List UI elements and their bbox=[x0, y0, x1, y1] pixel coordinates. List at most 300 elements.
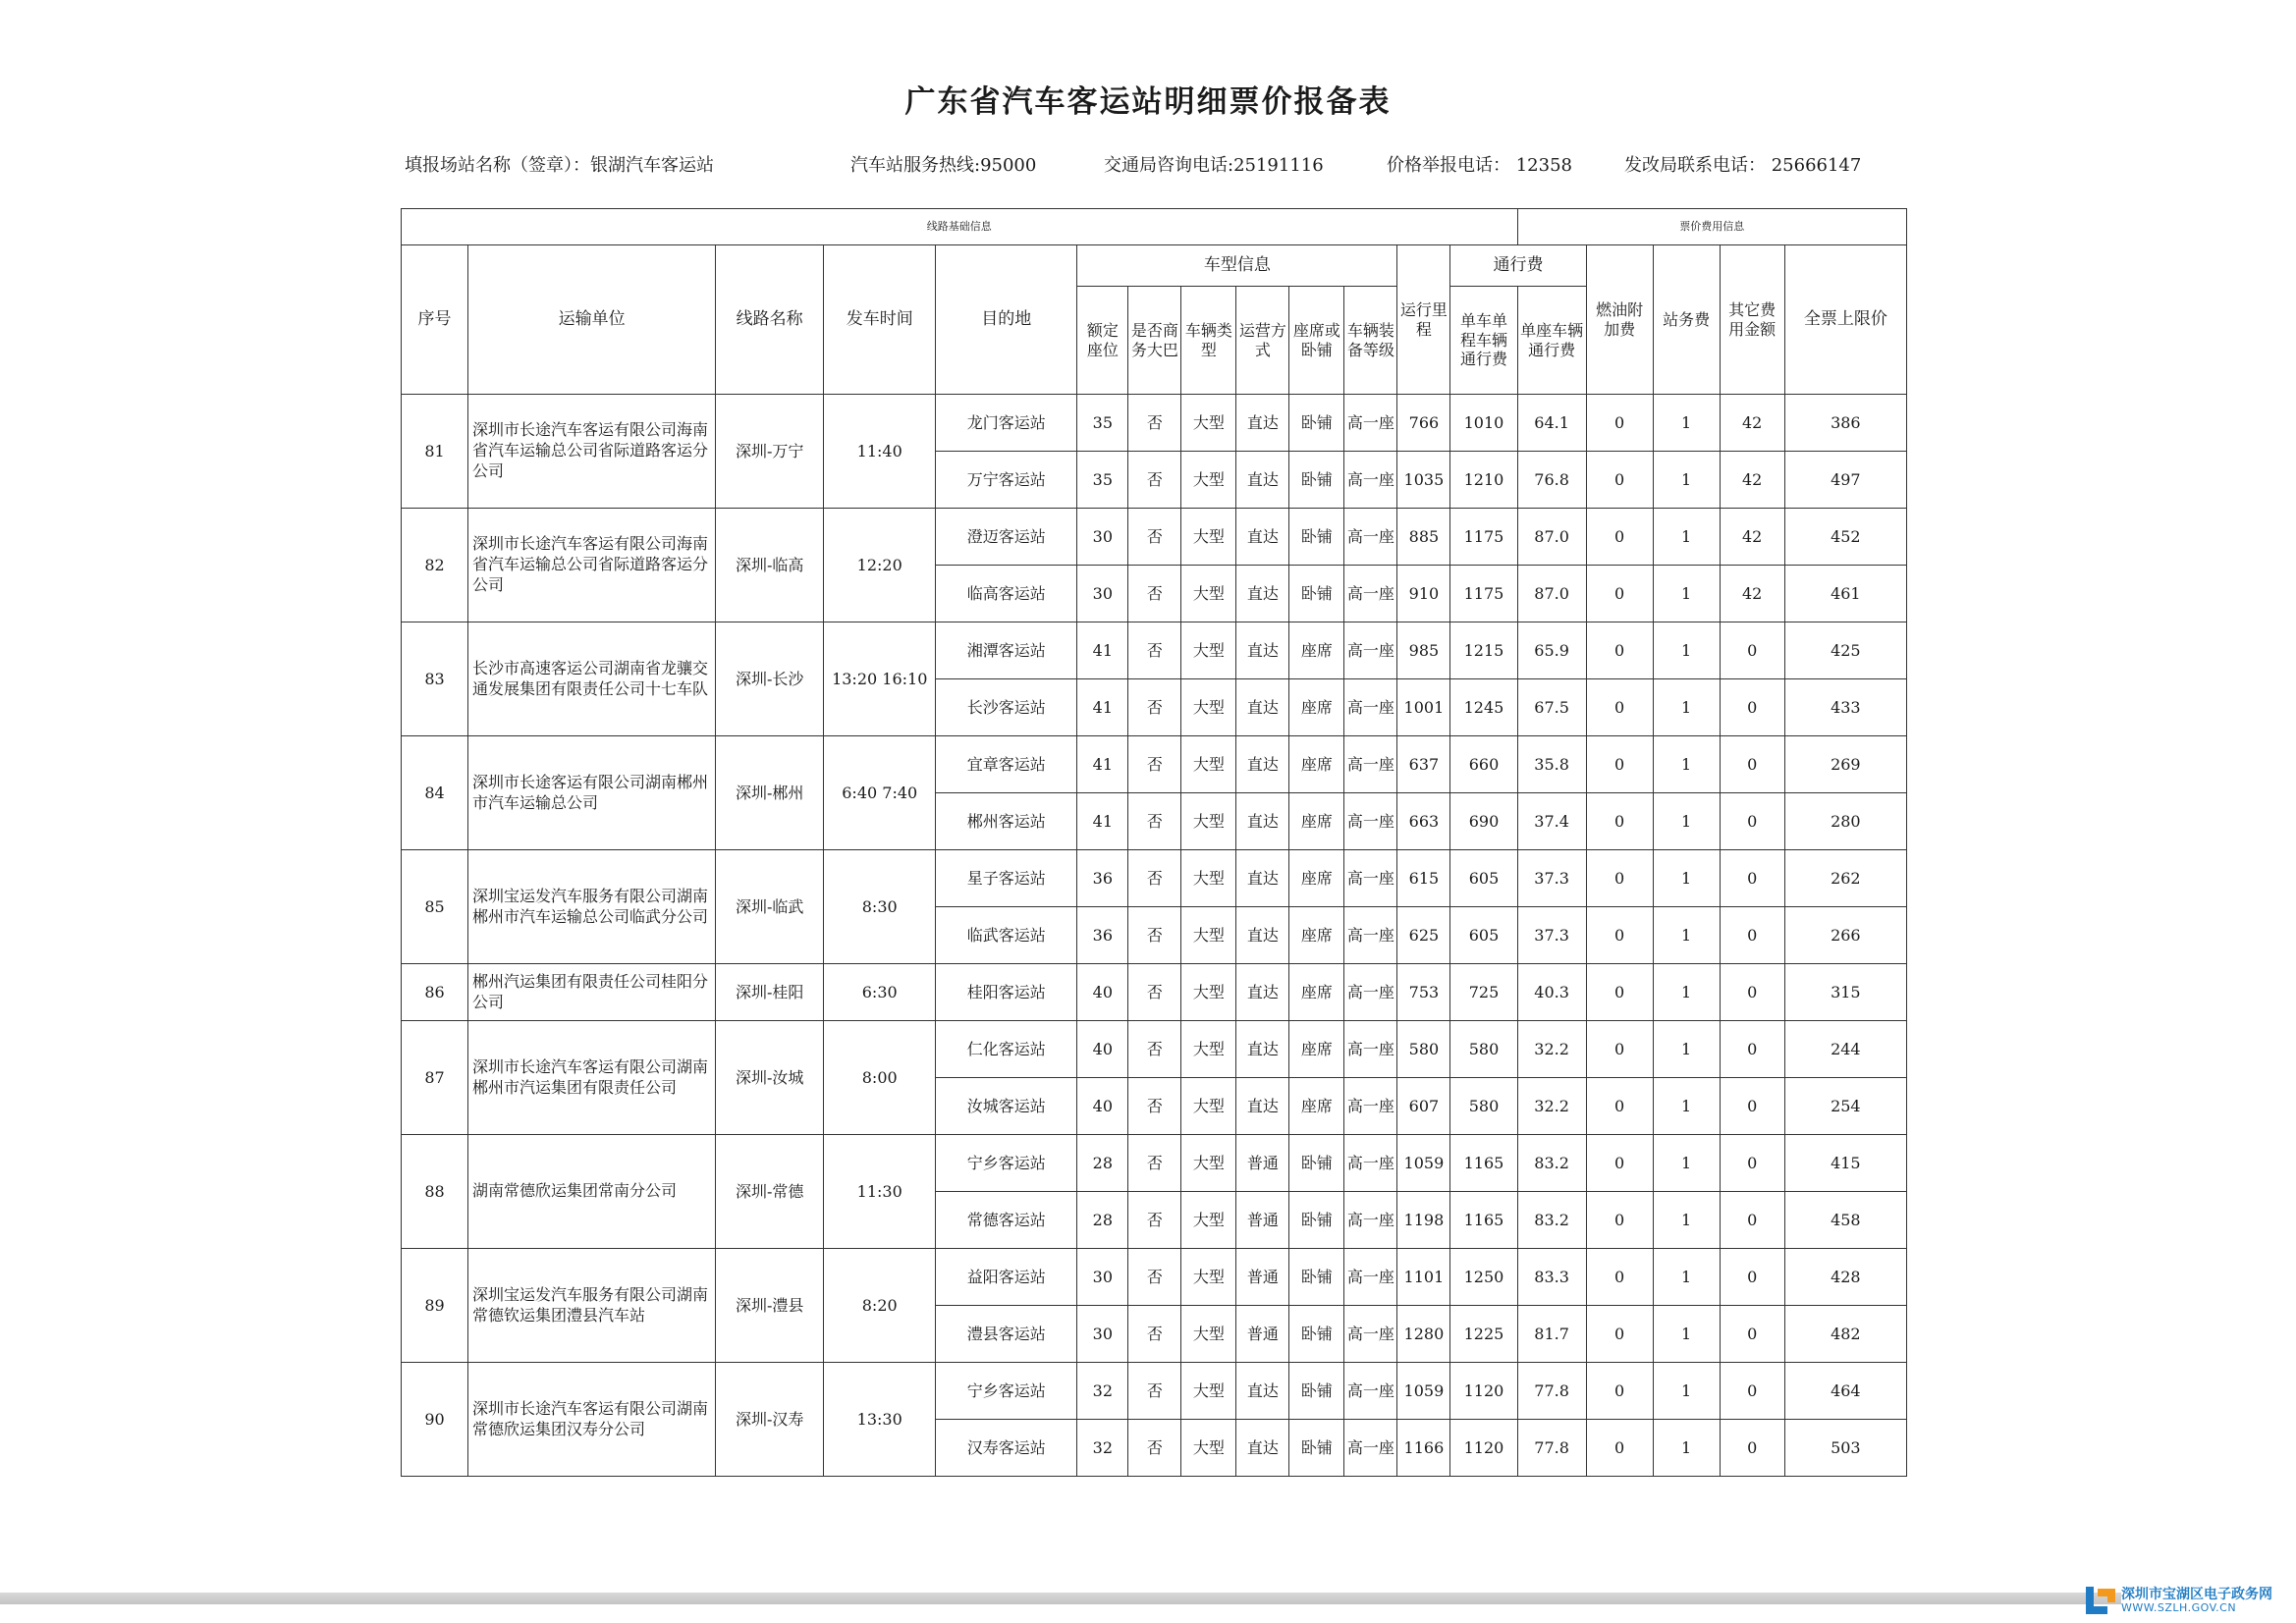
cell-mileage: 1166 bbox=[1397, 1420, 1450, 1477]
cell-berth: 座席 bbox=[1289, 793, 1344, 850]
cell-vtype: 大型 bbox=[1181, 1192, 1236, 1249]
cell-toll-vehicle: 660 bbox=[1450, 736, 1517, 793]
cell-vtype: 大型 bbox=[1181, 622, 1236, 679]
cell-vtype: 大型 bbox=[1181, 1135, 1236, 1192]
cell-max: 458 bbox=[1784, 1192, 1906, 1249]
cell-vtype: 大型 bbox=[1181, 679, 1236, 736]
cell-fuel: 0 bbox=[1586, 1078, 1653, 1135]
cell-vtype: 大型 bbox=[1181, 850, 1236, 907]
header-vtype: 车辆类型 bbox=[1181, 287, 1236, 395]
header-unit: 运输单位 bbox=[468, 245, 716, 395]
cell-other: 0 bbox=[1720, 1249, 1784, 1306]
cell-grade: 高一座 bbox=[1344, 679, 1397, 736]
cell-business: 否 bbox=[1128, 1420, 1181, 1477]
cell-fuel: 0 bbox=[1586, 622, 1653, 679]
cell-mileage: 615 bbox=[1397, 850, 1450, 907]
table-row bbox=[402, 964, 1907, 1021]
cell-seats: 41 bbox=[1077, 793, 1128, 850]
cell-berth: 座席 bbox=[1289, 736, 1344, 793]
cell-seats: 41 bbox=[1077, 622, 1128, 679]
cell-route: 深圳-常德 bbox=[716, 1135, 824, 1249]
cell-grade: 高一座 bbox=[1344, 452, 1397, 509]
cell-vtype: 大型 bbox=[1181, 395, 1236, 452]
cell-max: 415 bbox=[1784, 1135, 1906, 1192]
table-row bbox=[402, 1135, 1907, 1192]
cell-max: 269 bbox=[1784, 736, 1906, 793]
section-route-info: 线路基础信息 bbox=[402, 209, 1518, 245]
cell-berth: 卧铺 bbox=[1289, 452, 1344, 509]
cell-unit: 深圳市长途汽车客运有限公司海南省汽车运输总公司省际道路客运分公司 bbox=[468, 509, 716, 622]
table-row bbox=[402, 736, 1907, 793]
cell-unit: 深圳宝运发汽车服务有限公司湖南郴州市汽车运输总公司临武分公司 bbox=[468, 850, 716, 964]
cell-toll-vehicle: 1245 bbox=[1450, 679, 1517, 736]
cell-grade: 高一座 bbox=[1344, 964, 1397, 1021]
fare-table-body bbox=[402, 209, 1907, 1477]
cell-berth: 卧铺 bbox=[1289, 1192, 1344, 1249]
cell-fuel: 0 bbox=[1586, 509, 1653, 566]
logo-site-url: WWW.SZLH.GOV.CN bbox=[2121, 1600, 2237, 1614]
cell-mileage: 1059 bbox=[1397, 1363, 1450, 1420]
cell-mileage: 766 bbox=[1397, 395, 1450, 452]
cell-fuel: 0 bbox=[1586, 793, 1653, 850]
cell-station-fee: 1 bbox=[1653, 1306, 1720, 1363]
header-toll-vehicle: 单车单程车辆通行费 bbox=[1450, 287, 1517, 395]
header-fuel: 燃油附加费 bbox=[1586, 245, 1653, 395]
cell-toll-vehicle: 580 bbox=[1450, 1021, 1517, 1078]
cell-berth: 卧铺 bbox=[1289, 566, 1344, 622]
cell-time: 11:30 bbox=[824, 1135, 936, 1249]
cell-toll-seat: 35.8 bbox=[1517, 736, 1586, 793]
cell-grade: 高一座 bbox=[1344, 1078, 1397, 1135]
cell-dest: 湘潭客运站 bbox=[936, 622, 1077, 679]
cell-station-fee: 1 bbox=[1653, 736, 1720, 793]
cell-station-fee: 1 bbox=[1653, 907, 1720, 964]
cell-berth: 卧铺 bbox=[1289, 1249, 1344, 1306]
cell-berth: 卧铺 bbox=[1289, 1135, 1344, 1192]
cell-mileage: 1001 bbox=[1397, 679, 1450, 736]
cell-fuel: 0 bbox=[1586, 1192, 1653, 1249]
cell-mode: 直达 bbox=[1236, 1021, 1289, 1078]
cell-toll-vehicle: 725 bbox=[1450, 964, 1517, 1021]
fare-table bbox=[401, 208, 1907, 1477]
cell-seats: 40 bbox=[1077, 1021, 1128, 1078]
header-seats: 额定座位 bbox=[1077, 287, 1128, 395]
cell-grade: 高一座 bbox=[1344, 1192, 1397, 1249]
cell-berth: 卧铺 bbox=[1289, 1306, 1344, 1363]
cell-mode: 直达 bbox=[1236, 736, 1289, 793]
cell-seats: 35 bbox=[1077, 452, 1128, 509]
cell-other: 0 bbox=[1720, 1420, 1784, 1477]
cell-berth: 座席 bbox=[1289, 679, 1344, 736]
cell-dest: 万宁客运站 bbox=[936, 452, 1077, 509]
cell-dest: 宁乡客运站 bbox=[936, 1135, 1077, 1192]
cell-mode: 直达 bbox=[1236, 509, 1289, 566]
site-logo bbox=[2084, 1583, 2292, 1618]
cell-mileage: 985 bbox=[1397, 622, 1450, 679]
cell-grade: 高一座 bbox=[1344, 1021, 1397, 1078]
cell-toll-seat: 83.2 bbox=[1517, 1135, 1586, 1192]
cell-mileage: 753 bbox=[1397, 964, 1450, 1021]
cell-dest: 长沙客运站 bbox=[936, 679, 1077, 736]
cell-toll-vehicle: 605 bbox=[1450, 907, 1517, 964]
cell-mode: 普通 bbox=[1236, 1135, 1289, 1192]
table-row bbox=[402, 1021, 1907, 1078]
cell-berth: 卧铺 bbox=[1289, 509, 1344, 566]
cell-seats: 30 bbox=[1077, 566, 1128, 622]
cell-station-fee: 1 bbox=[1653, 1135, 1720, 1192]
cell-dest: 星子客运站 bbox=[936, 850, 1077, 907]
cell-unit: 深圳市长途汽车客运有限公司湖南郴州市汽运集团有限责任公司 bbox=[468, 1021, 716, 1135]
cell-max: 266 bbox=[1784, 907, 1906, 964]
cell-unit: 深圳市长途汽车客运有限公司海南省汽车运输总公司省际道路客运分公司 bbox=[468, 395, 716, 509]
cell-toll-vehicle: 1165 bbox=[1450, 1135, 1517, 1192]
cell-grade: 高一座 bbox=[1344, 1249, 1397, 1306]
cell-other: 42 bbox=[1720, 452, 1784, 509]
cell-dest: 澧县客运站 bbox=[936, 1306, 1077, 1363]
cell-business: 否 bbox=[1128, 509, 1181, 566]
cell-vtype: 大型 bbox=[1181, 452, 1236, 509]
cell-fuel: 0 bbox=[1586, 1363, 1653, 1420]
cell-business: 否 bbox=[1128, 1249, 1181, 1306]
cell-mode: 直达 bbox=[1236, 395, 1289, 452]
cell-dest: 宁乡客运站 bbox=[936, 1363, 1077, 1420]
cell-grade: 高一座 bbox=[1344, 566, 1397, 622]
cell-berth: 座席 bbox=[1289, 1078, 1344, 1135]
cell-dest: 郴州客运站 bbox=[936, 793, 1077, 850]
cell-mileage: 885 bbox=[1397, 509, 1450, 566]
header-time: 发车时间 bbox=[824, 245, 936, 395]
cell-toll-seat: 83.2 bbox=[1517, 1192, 1586, 1249]
cell-mileage: 1280 bbox=[1397, 1306, 1450, 1363]
cell-seats: 30 bbox=[1077, 1306, 1128, 1363]
hotline: 汽车站服务热线:95000 bbox=[850, 155, 1037, 176]
cell-seats: 40 bbox=[1077, 1078, 1128, 1135]
cell-max: 433 bbox=[1784, 679, 1906, 736]
cell-fuel: 0 bbox=[1586, 1249, 1653, 1306]
cell-toll-seat: 37.3 bbox=[1517, 850, 1586, 907]
cell-grade: 高一座 bbox=[1344, 793, 1397, 850]
section-fee-info: 票价费用信息 bbox=[1517, 209, 1906, 245]
cell-mode: 直达 bbox=[1236, 907, 1289, 964]
cell-max: 244 bbox=[1784, 1021, 1906, 1078]
scan-edge-bar bbox=[0, 1593, 2121, 1604]
cell-time: 12:20 bbox=[824, 509, 936, 622]
cell-mode: 直达 bbox=[1236, 1078, 1289, 1135]
cell-grade: 高一座 bbox=[1344, 1135, 1397, 1192]
cell-time: 11:40 bbox=[824, 395, 936, 509]
cell-toll-seat: 87.0 bbox=[1517, 509, 1586, 566]
cell-fuel: 0 bbox=[1586, 907, 1653, 964]
cell-unit: 郴州汽运集团有限责任公司桂阳分公司 bbox=[468, 964, 716, 1021]
cell-business: 否 bbox=[1128, 736, 1181, 793]
cell-fuel: 0 bbox=[1586, 1420, 1653, 1477]
cell-grade: 高一座 bbox=[1344, 395, 1397, 452]
cell-mode: 直达 bbox=[1236, 566, 1289, 622]
cell-seats: 36 bbox=[1077, 850, 1128, 907]
cell-vtype: 大型 bbox=[1181, 566, 1236, 622]
cell-seq: 81 bbox=[402, 395, 468, 509]
cell-grade: 高一座 bbox=[1344, 736, 1397, 793]
cell-business: 否 bbox=[1128, 1135, 1181, 1192]
cell-business: 否 bbox=[1128, 1078, 1181, 1135]
cell-other: 42 bbox=[1720, 395, 1784, 452]
cell-business: 否 bbox=[1128, 1021, 1181, 1078]
cell-station-fee: 1 bbox=[1653, 793, 1720, 850]
cell-seats: 30 bbox=[1077, 1249, 1128, 1306]
cell-max: 262 bbox=[1784, 850, 1906, 907]
cell-fuel: 0 bbox=[1586, 1021, 1653, 1078]
cell-seq: 89 bbox=[402, 1249, 468, 1363]
cell-business: 否 bbox=[1128, 1306, 1181, 1363]
cell-mode: 普通 bbox=[1236, 1192, 1289, 1249]
cell-fuel: 0 bbox=[1586, 850, 1653, 907]
cell-time: 8:30 bbox=[824, 850, 936, 964]
header-toll-seat: 单座车辆通行费 bbox=[1517, 287, 1586, 395]
cell-fuel: 0 bbox=[1586, 566, 1653, 622]
cell-max: 254 bbox=[1784, 1078, 1906, 1135]
page-title: 广东省汽车客运站明细票价报备表 bbox=[904, 84, 1392, 120]
cell-toll-seat: 65.9 bbox=[1517, 622, 1586, 679]
cell-unit: 长沙市高速客运公司湖南省龙骧交通发展集团有限责任公司十七车队 bbox=[468, 622, 716, 736]
cell-toll-seat: 32.2 bbox=[1517, 1078, 1586, 1135]
cell-fuel: 0 bbox=[1586, 452, 1653, 509]
header-route: 线路名称 bbox=[716, 245, 824, 395]
cell-seq: 88 bbox=[402, 1135, 468, 1249]
cell-seats: 41 bbox=[1077, 679, 1128, 736]
cell-unit: 深圳宝运发汽车服务有限公司湖南常德钦运集团澧县汽车站 bbox=[468, 1249, 716, 1363]
cell-max: 425 bbox=[1784, 622, 1906, 679]
transport-phone: 交通局咨询电话:25191116 bbox=[1104, 155, 1324, 176]
cell-seats: 41 bbox=[1077, 736, 1128, 793]
cell-grade: 高一座 bbox=[1344, 907, 1397, 964]
cell-mileage: 1059 bbox=[1397, 1135, 1450, 1192]
cell-other: 0 bbox=[1720, 1192, 1784, 1249]
cell-grade: 高一座 bbox=[1344, 1420, 1397, 1477]
cell-vtype: 大型 bbox=[1181, 1306, 1236, 1363]
logo-site-name: 深圳市宝湖区电子政务网 bbox=[2121, 1586, 2272, 1602]
cell-station-fee: 1 bbox=[1653, 1078, 1720, 1135]
cell-seq: 87 bbox=[402, 1021, 468, 1135]
cell-berth: 卧铺 bbox=[1289, 1420, 1344, 1477]
cell-dest: 桂阳客运站 bbox=[936, 964, 1077, 1021]
cell-vtype: 大型 bbox=[1181, 1363, 1236, 1420]
cell-business: 否 bbox=[1128, 395, 1181, 452]
cell-station-fee: 1 bbox=[1653, 622, 1720, 679]
cell-seq: 82 bbox=[402, 509, 468, 622]
cell-max: 315 bbox=[1784, 964, 1906, 1021]
table-row bbox=[402, 850, 1907, 907]
cell-seats: 35 bbox=[1077, 395, 1128, 452]
cell-business: 否 bbox=[1128, 566, 1181, 622]
cell-dest: 宜章客运站 bbox=[936, 736, 1077, 793]
cell-toll-seat: 64.1 bbox=[1517, 395, 1586, 452]
cell-toll-seat: 81.7 bbox=[1517, 1306, 1586, 1363]
cell-seq: 84 bbox=[402, 736, 468, 850]
cell-fuel: 0 bbox=[1586, 679, 1653, 736]
header-mileage: 运行里程 bbox=[1397, 245, 1450, 395]
cell-mileage: 663 bbox=[1397, 793, 1450, 850]
cell-toll-vehicle: 1165 bbox=[1450, 1192, 1517, 1249]
cell-toll-vehicle: 1215 bbox=[1450, 622, 1517, 679]
cell-grade: 高一座 bbox=[1344, 1363, 1397, 1420]
cell-seq: 83 bbox=[402, 622, 468, 736]
cell-other: 0 bbox=[1720, 1135, 1784, 1192]
cell-other: 0 bbox=[1720, 1363, 1784, 1420]
table-row bbox=[402, 1363, 1907, 1420]
cell-max: 386 bbox=[1784, 395, 1906, 452]
cell-mode: 直达 bbox=[1236, 679, 1289, 736]
table-row bbox=[402, 1249, 1907, 1306]
cell-route: 深圳-长沙 bbox=[716, 622, 824, 736]
cell-grade: 高一座 bbox=[1344, 509, 1397, 566]
cell-route: 深圳-汝城 bbox=[716, 1021, 824, 1135]
cell-mode: 直达 bbox=[1236, 1363, 1289, 1420]
cell-mode: 直达 bbox=[1236, 622, 1289, 679]
cell-dest: 常德客运站 bbox=[936, 1192, 1077, 1249]
cell-max: 497 bbox=[1784, 452, 1906, 509]
cell-dest: 澄迈客运站 bbox=[936, 509, 1077, 566]
cell-station-fee: 1 bbox=[1653, 1249, 1720, 1306]
cell-fuel: 0 bbox=[1586, 395, 1653, 452]
cell-dest: 益阳客运站 bbox=[936, 1249, 1077, 1306]
cell-max: 461 bbox=[1784, 566, 1906, 622]
cell-toll-seat: 67.5 bbox=[1517, 679, 1586, 736]
cell-station-fee: 1 bbox=[1653, 1363, 1720, 1420]
cell-fuel: 0 bbox=[1586, 736, 1653, 793]
cell-time: 13:30 bbox=[824, 1363, 936, 1477]
cell-toll-seat: 87.0 bbox=[1517, 566, 1586, 622]
cell-seats: 40 bbox=[1077, 964, 1128, 1021]
cell-toll-seat: 83.3 bbox=[1517, 1249, 1586, 1306]
cell-business: 否 bbox=[1128, 964, 1181, 1021]
cell-berth: 座席 bbox=[1289, 622, 1344, 679]
cell-berth: 卧铺 bbox=[1289, 395, 1344, 452]
cell-mode: 直达 bbox=[1236, 452, 1289, 509]
cell-time: 13:20 16:10 bbox=[824, 622, 936, 736]
cell-station-fee: 1 bbox=[1653, 850, 1720, 907]
cell-grade: 高一座 bbox=[1344, 622, 1397, 679]
cell-seq: 90 bbox=[402, 1363, 468, 1477]
cell-toll-vehicle: 1120 bbox=[1450, 1420, 1517, 1477]
cell-max: 503 bbox=[1784, 1420, 1906, 1477]
cell-grade: 高一座 bbox=[1344, 1306, 1397, 1363]
cell-vtype: 大型 bbox=[1181, 793, 1236, 850]
cell-unit: 深圳市长途汽车客运有限公司湖南常德欣运集团汉寿分公司 bbox=[468, 1363, 716, 1477]
cell-mileage: 580 bbox=[1397, 1021, 1450, 1078]
cell-vtype: 大型 bbox=[1181, 1021, 1236, 1078]
header-toll: 通行费 bbox=[1450, 245, 1586, 287]
cell-berth: 卧铺 bbox=[1289, 1363, 1344, 1420]
cell-max: 464 bbox=[1784, 1363, 1906, 1420]
cell-max: 452 bbox=[1784, 509, 1906, 566]
cell-business: 否 bbox=[1128, 622, 1181, 679]
cell-other: 42 bbox=[1720, 509, 1784, 566]
cell-fuel: 0 bbox=[1586, 964, 1653, 1021]
cell-mode: 普通 bbox=[1236, 1249, 1289, 1306]
cell-toll-seat: 37.3 bbox=[1517, 907, 1586, 964]
cell-business: 否 bbox=[1128, 679, 1181, 736]
cell-business: 否 bbox=[1128, 452, 1181, 509]
cell-station-fee: 1 bbox=[1653, 452, 1720, 509]
cell-toll-seat: 32.2 bbox=[1517, 1021, 1586, 1078]
cell-toll-seat: 40.3 bbox=[1517, 964, 1586, 1021]
cell-toll-seat: 77.8 bbox=[1517, 1363, 1586, 1420]
cell-other: 0 bbox=[1720, 1021, 1784, 1078]
cell-seats: 32 bbox=[1077, 1420, 1128, 1477]
cell-dest: 汉寿客运站 bbox=[936, 1420, 1077, 1477]
cell-mileage: 637 bbox=[1397, 736, 1450, 793]
header-berth: 座席或卧铺 bbox=[1289, 287, 1344, 395]
header-vehicle-info: 车型信息 bbox=[1077, 245, 1397, 287]
cell-toll-vehicle: 1250 bbox=[1450, 1249, 1517, 1306]
cell-business: 否 bbox=[1128, 1192, 1181, 1249]
cell-berth: 座席 bbox=[1289, 964, 1344, 1021]
cell-seq: 85 bbox=[402, 850, 468, 964]
reform-bureau-phone: 发改局联系电话： 25666147 bbox=[1624, 155, 1862, 176]
table-row bbox=[402, 622, 1907, 679]
cell-station-fee: 1 bbox=[1653, 395, 1720, 452]
cell-other: 0 bbox=[1720, 679, 1784, 736]
cell-berth: 座席 bbox=[1289, 1021, 1344, 1078]
cell-route: 深圳-澧县 bbox=[716, 1249, 824, 1363]
table-row bbox=[402, 509, 1907, 566]
cell-route: 深圳-万宁 bbox=[716, 395, 824, 509]
cell-berth: 座席 bbox=[1289, 907, 1344, 964]
cell-unit: 深圳市长途客运有限公司湖南郴州市汽车运输总公司 bbox=[468, 736, 716, 850]
header-max-price: 全票上限价 bbox=[1784, 245, 1906, 395]
cell-mode: 直达 bbox=[1236, 1420, 1289, 1477]
cell-toll-vehicle: 580 bbox=[1450, 1078, 1517, 1135]
cell-other: 0 bbox=[1720, 964, 1784, 1021]
cell-max: 482 bbox=[1784, 1306, 1906, 1363]
cell-berth: 座席 bbox=[1289, 850, 1344, 907]
cell-grade: 高一座 bbox=[1344, 850, 1397, 907]
cell-station-fee: 1 bbox=[1653, 1021, 1720, 1078]
cell-toll-vehicle: 1210 bbox=[1450, 452, 1517, 509]
cell-fuel: 0 bbox=[1586, 1306, 1653, 1363]
header-business: 是否商务大巴 bbox=[1128, 287, 1181, 395]
cell-vtype: 大型 bbox=[1181, 1249, 1236, 1306]
cell-vtype: 大型 bbox=[1181, 1078, 1236, 1135]
price-report-phone: 价格举报电话： 12358 bbox=[1387, 155, 1572, 176]
cell-station-fee: 1 bbox=[1653, 964, 1720, 1021]
header-dest: 目的地 bbox=[936, 245, 1077, 395]
cell-dest: 仁化客运站 bbox=[936, 1021, 1077, 1078]
cell-business: 否 bbox=[1128, 1363, 1181, 1420]
cell-seats: 32 bbox=[1077, 1363, 1128, 1420]
cell-toll-vehicle: 1120 bbox=[1450, 1363, 1517, 1420]
cell-route: 深圳-汉寿 bbox=[716, 1363, 824, 1477]
cell-toll-vehicle: 1175 bbox=[1450, 566, 1517, 622]
cell-station-fee: 1 bbox=[1653, 566, 1720, 622]
table-row bbox=[402, 395, 1907, 452]
cell-vtype: 大型 bbox=[1181, 907, 1236, 964]
cell-route: 深圳-临高 bbox=[716, 509, 824, 622]
cell-business: 否 bbox=[1128, 850, 1181, 907]
cell-seats: 30 bbox=[1077, 509, 1128, 566]
header-station-fee: 站务费 bbox=[1653, 245, 1720, 395]
cell-mode: 直达 bbox=[1236, 850, 1289, 907]
cell-toll-seat: 77.8 bbox=[1517, 1420, 1586, 1477]
cell-station-fee: 1 bbox=[1653, 1192, 1720, 1249]
cell-toll-seat: 76.8 bbox=[1517, 452, 1586, 509]
station-name: 填报场站名称（签章）：银湖汽车客运站 bbox=[405, 155, 714, 176]
cell-business: 否 bbox=[1128, 793, 1181, 850]
cell-route: 深圳-郴州 bbox=[716, 736, 824, 850]
cell-seats: 28 bbox=[1077, 1135, 1128, 1192]
cell-time: 6:30 bbox=[824, 964, 936, 1021]
cell-other: 0 bbox=[1720, 793, 1784, 850]
